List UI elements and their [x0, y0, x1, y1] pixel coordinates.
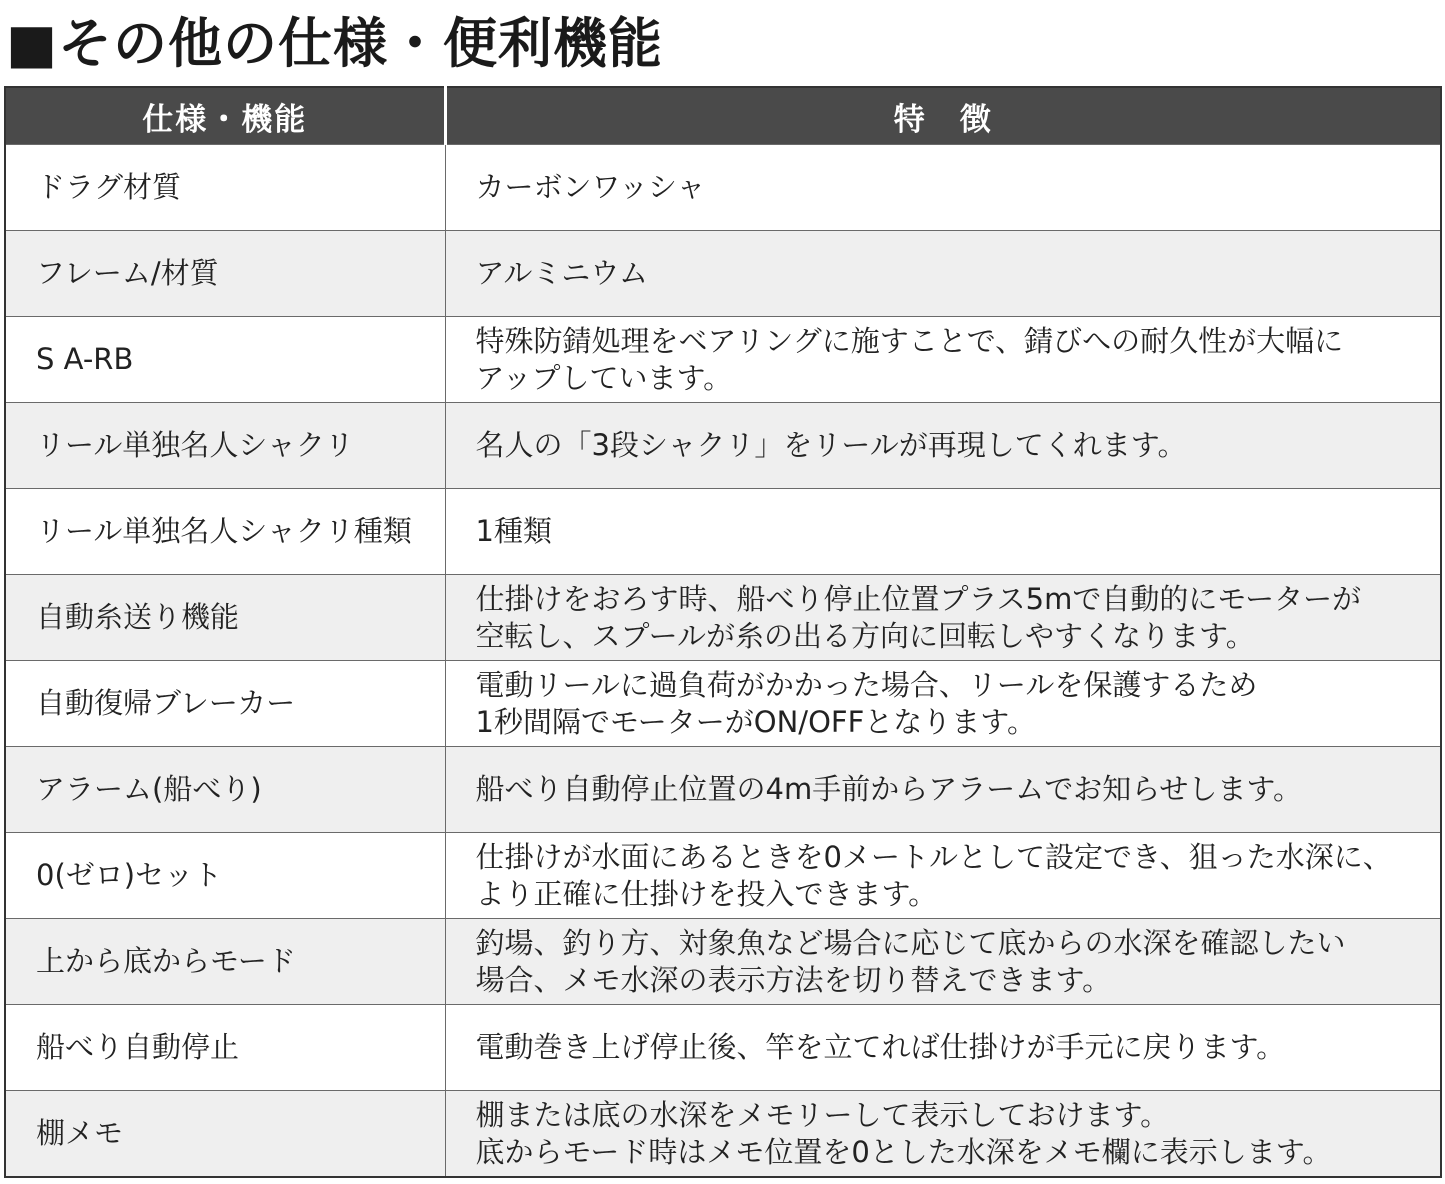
- feature-label: 棚メモ: [36, 1116, 124, 1150]
- description-line: より正確に仕掛けを投入できます。: [475, 876, 938, 911]
- feature-label: リール単独名人シャクリ: [36, 428, 354, 462]
- description-cell: [445, 403, 1441, 489]
- description-cell: [445, 1091, 1441, 1178]
- description-cell: [445, 833, 1441, 919]
- feature-cell: [5, 1005, 445, 1091]
- description-cell: [445, 747, 1441, 833]
- page-title: ■その他の仕様・便利機能: [6, 11, 664, 75]
- feature-label: リール単独名人シャクリ種類: [36, 514, 412, 548]
- feature-cell: [5, 575, 445, 661]
- feature-cell: [5, 403, 445, 489]
- feature-label: S A-RB: [36, 342, 134, 376]
- feature-cell: [5, 747, 445, 833]
- table-row: [5, 317, 1441, 403]
- feature-cell: [5, 919, 445, 1005]
- description-line: 特殊防錆処理をベアリングに施すことで、錆びへの耐久性が大幅に: [475, 323, 1344, 358]
- feature-label: 上から底からモード: [36, 944, 296, 978]
- table-row: [5, 575, 1441, 661]
- description-line: 電動巻き上げ停止後、竿を立てれば仕掛けが手元に戻ります。: [475, 1030, 1286, 1064]
- spec-table: [4, 86, 1442, 1178]
- description-line: アルミニウム: [475, 256, 649, 290]
- feature-cell: [5, 489, 445, 575]
- description-line: 電動リールに過負荷がかかった場合、リールを保護するため: [475, 667, 1258, 702]
- description-cell: [445, 661, 1441, 747]
- description-line: 釣場、釣り方、対象魚など場合に応じて底からの水深を確認したい: [475, 925, 1346, 960]
- description-line: アップしています。: [475, 360, 733, 395]
- table-row: [5, 1005, 1441, 1091]
- table-row: [5, 661, 1441, 747]
- table-row: [5, 833, 1441, 919]
- table-header-row: [5, 87, 1441, 145]
- column-header-description: 特 徴: [445, 87, 1441, 145]
- table-row: [5, 231, 1441, 317]
- table-row: [5, 1091, 1441, 1178]
- description-line: 棚または底の水深をメモリーして表示しておけます。: [475, 1097, 1170, 1132]
- feature-label: ドラグ材質: [36, 170, 182, 204]
- description-line: 名人の「3段シャクリ」をリールが再現してくれます。: [475, 428, 1187, 462]
- feature-label: 0(ゼロ)セット: [36, 858, 223, 892]
- table-body: [5, 145, 1441, 1178]
- feature-cell: [5, 317, 445, 403]
- description-line: 底からモード時はメモ位置を0とした水深をメモ欄に表示します。: [475, 1134, 1332, 1169]
- table-row: [5, 145, 1441, 231]
- description-cell: [445, 317, 1441, 403]
- description-line: 船べり自動停止位置の4m手前からアラームでお知らせします。: [475, 772, 1303, 806]
- feature-label: フレーム/材質: [36, 256, 219, 290]
- description-cell: [445, 1005, 1441, 1091]
- description-cell: [445, 919, 1441, 1005]
- description-line: 空転し、スプールが糸の出る方向に回転しやすくなります。: [475, 618, 1255, 653]
- feature-label: 船べり自動停止: [36, 1030, 240, 1064]
- description-line: 場合、メモ水深の表示方法を切り替えできます。: [475, 962, 1112, 997]
- feature-label: アラーム(船べり): [36, 772, 262, 806]
- description-line: カーボンワッシャ: [475, 170, 706, 204]
- table-row: [5, 919, 1441, 1005]
- description-cell: [445, 489, 1441, 575]
- description-cell: [445, 575, 1441, 661]
- feature-label: 自動糸送り機能: [36, 600, 240, 634]
- feature-cell: [5, 231, 445, 317]
- table-row: [5, 403, 1441, 489]
- feature-cell: [5, 145, 445, 231]
- description-cell: [445, 145, 1441, 231]
- description-line: 仕掛けが水面にあるときを0メートルとして設定でき、狙った水深に、: [475, 839, 1392, 874]
- feature-label: 自動復帰ブレーカー: [36, 686, 296, 720]
- feature-cell: [5, 833, 445, 919]
- description-cell: [445, 231, 1441, 317]
- table-row: [5, 747, 1441, 833]
- feature-cell: [5, 1091, 445, 1178]
- description-line: 1秒間隔でモーターがON/OFFとなります。: [475, 704, 1036, 739]
- description-line: 仕掛けをおろす時、船べり停止位置プラス5mで自動的にモーターが: [475, 581, 1362, 616]
- column-header-feature: 仕様・機能: [5, 87, 445, 145]
- table-row: [5, 489, 1441, 575]
- description-line: 1種類: [475, 514, 552, 548]
- feature-cell: [5, 661, 445, 747]
